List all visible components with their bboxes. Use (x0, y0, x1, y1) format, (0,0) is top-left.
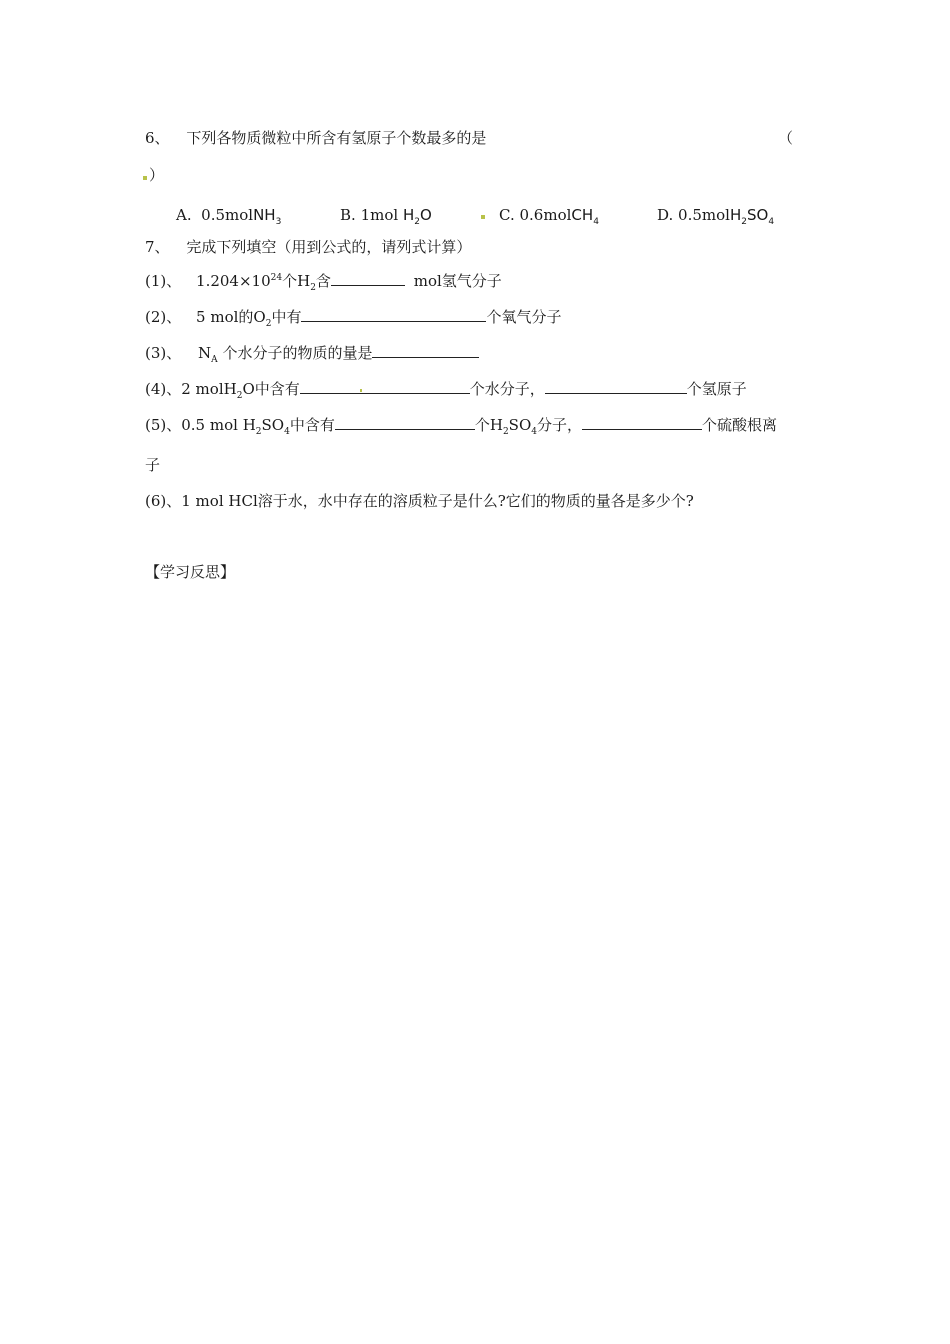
q7-number: 7、 (145, 238, 170, 256)
answer-blank[interactable] (331, 270, 405, 286)
q6-paren-close: ） (149, 166, 165, 184)
q6-text: 下列各物质微粒中所含有氢原子个数最多的是 (186, 129, 487, 147)
answer-blank[interactable] (545, 378, 687, 394)
q6-paren-open: （ (778, 129, 794, 147)
answer-blank[interactable] (301, 306, 486, 322)
q6-option-a: A. 0.5molNH$_3$ (176, 206, 282, 227)
q6-option-c: C. 0.6molCH$_4$ (499, 206, 599, 227)
q6-option-b: B. 1mol $H_2O$ (340, 206, 432, 227)
answer-blank[interactable] (372, 342, 479, 358)
q6-option-d: D. $0.5molH_2SO_4$ (657, 206, 775, 227)
q7-item-4: (4)、2 molH$_2$O中含有 个水分子， 个氢原子 (145, 380, 747, 401)
q7-item-6: (6)、1 mol HCl溶于水，水中存在的溶质粒子是什么?它们的物质的量各是多少个? (145, 492, 694, 510)
q7-text: 完成下列填空（用到公式的，请列式计算） (186, 238, 472, 256)
q6-line (145, 128, 486, 148)
q7-item-5-wrap: 子 (145, 456, 161, 474)
q7-item-5: (5)、0.5 mol $H_2SO_4$中含有 个$H_2SO_4$分子， 个硫酸根离 (145, 416, 778, 437)
marker-dot (143, 176, 147, 180)
answer-blank[interactable] (335, 414, 475, 430)
marker-dot (360, 389, 362, 392)
q7-item-3: (3)、 $N_A$ 个水分子的物质的量是 (145, 342, 479, 363)
q7-item-2: (2)、 5 mol的$O_2$中有 个氧气分子 (145, 308, 562, 329)
q6-number: 6、 (145, 129, 170, 147)
reflection-heading: 【学习反思】 (145, 563, 236, 581)
marker-dot (481, 215, 485, 219)
q7-line (145, 237, 471, 257)
answer-blank[interactable] (582, 414, 702, 430)
answer-blank[interactable] (300, 378, 470, 394)
q7-item-1: (1)、 $1.204\times 10^{24}$个$H_2$含 mol氢气分子 (145, 272, 502, 293)
